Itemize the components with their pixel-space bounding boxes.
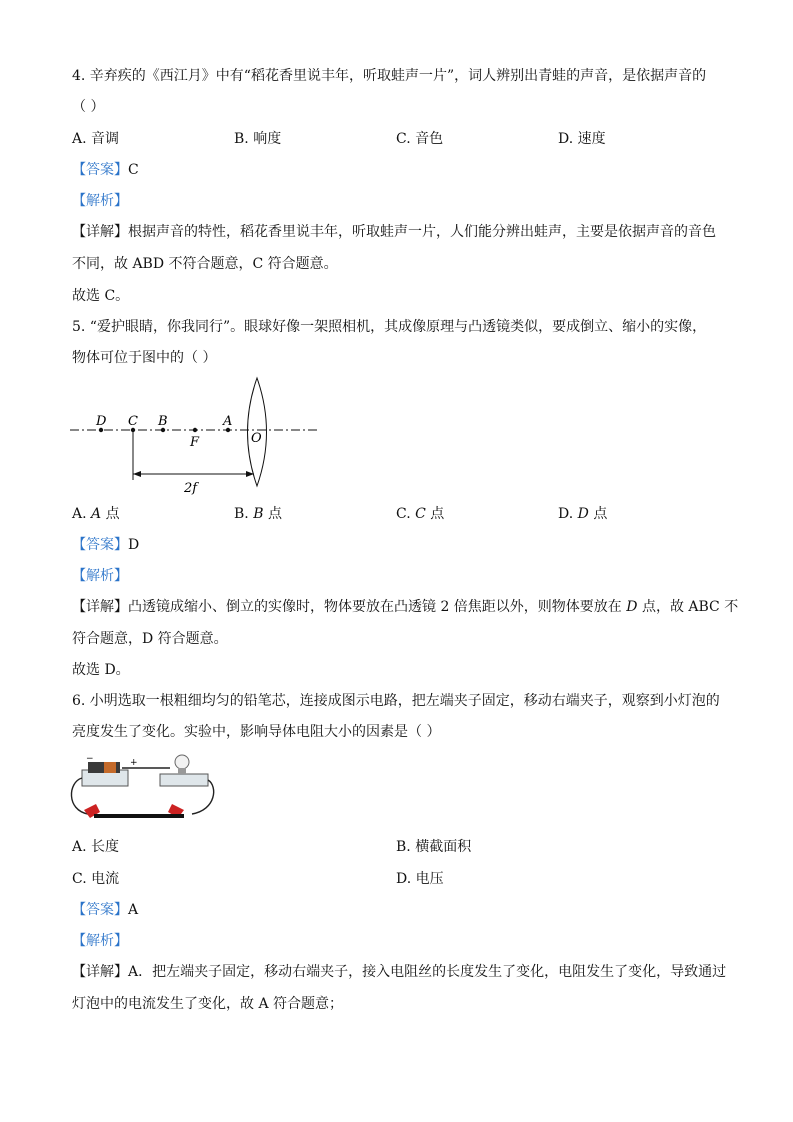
battery-plus: + (130, 758, 138, 768)
q4-analysis-tag: 【解析】 (72, 193, 128, 209)
q4-option-b: B. 响度 (234, 131, 282, 147)
arrow-left-head (133, 471, 141, 477)
bulb-socket (178, 768, 186, 774)
q6-detail-line2: 灯泡中的电流发生了变化，故 A 符合题意； (72, 996, 344, 1012)
answer-value: D (128, 537, 140, 553)
answer-value: C (128, 162, 139, 178)
q5-detail-line2: 符合题意，D 符合题意。 (72, 631, 228, 647)
q4-detail-line1 (72, 222, 716, 242)
q5-option-b: B. B 点 (234, 506, 282, 522)
q5-answer (72, 535, 139, 555)
detail-tag: 【详解】 (72, 224, 128, 240)
q5-option-a: A. A 点 (72, 506, 120, 522)
q4-answer (72, 160, 139, 180)
battery-band (104, 762, 116, 773)
q4-conclusion: 故选 C。 (72, 288, 130, 304)
battery-minus: − (86, 754, 94, 764)
q6-analysis-tag: 【解析】 (72, 933, 128, 949)
detail-text: 根据声音的特性，稻花香里说丰年，听取蛙声一片，人们能分辨出蛙声，主要是依据声音的音色 (128, 224, 716, 240)
circuit-diagram (66, 752, 216, 826)
q5-stem-line2: 物体可位于图中的（ ） (72, 350, 217, 366)
lightbulb-icon (175, 755, 189, 769)
q6-option-d: D. 电压 (396, 871, 444, 887)
label-2f: 2f (184, 481, 198, 496)
q4-option-c: C. 音色 (396, 131, 444, 147)
answer-tag: 【答案】 (72, 902, 128, 918)
q6-option-a: A. 长度 (72, 839, 120, 855)
q5-detail-line1: 【详解】凸透镜成缩小、倒立的实像时，物体要放在凸透镜 2 倍焦距以外，则物体要放在 D 点，故 ABC 不 (72, 599, 739, 615)
detail-tag: 【详解】 (72, 964, 128, 980)
lens-diagram (60, 370, 330, 500)
q6-detail-line1 (72, 962, 726, 982)
q6-option-b: B. 横截面积 (396, 839, 472, 855)
label-a: A (223, 414, 233, 429)
q6-stem-line2: 亮度发生了变化。实验中，影响导体电阻大小的因素是（ ） (72, 724, 441, 740)
q4-detail-line2: 不同，故 ABD 不符合题意，C 符合题意。 (72, 256, 338, 272)
q5-conclusion: 故选 D。 (72, 662, 130, 678)
q5-option-c: C. C 点 (396, 506, 445, 522)
answer-value: A (128, 902, 139, 918)
q5-option-d: D. D 点 (558, 506, 608, 522)
label-f: F (190, 435, 200, 450)
label-c: C (128, 414, 138, 429)
q6-option-c: C. 电流 (72, 871, 120, 887)
label-o: O (251, 431, 262, 446)
q5-analysis-tag: 【解析】 (72, 568, 128, 584)
answer-tag: 【答案】 (72, 162, 128, 178)
label-b: B (158, 414, 168, 429)
q4-stem-line1: 4. 辛弃疾的《西江月》中有“稻花香里说丰年，听取蛙声一片”，词人辨别出青蛙的声音，是依据声音的 (72, 68, 707, 84)
detail-tag: 【详解】 (72, 599, 128, 615)
label-d: D (96, 414, 107, 429)
bulb-base (160, 774, 208, 786)
q6-stem-line1: 6. 小明选取一根粗细均匀的铅笔芯，连接成图示电路，把左端夹子固定，移动右端夹子，观察到小灯泡的 (72, 693, 720, 709)
q5-stem-line1: 5. “爱护眼睛，你我同行”。眼球好像一架照相机，其成像原理与凸透镜类似，要成倒立、缩小的实像， (72, 319, 707, 335)
pencil-lead (94, 814, 184, 818)
answer-tag: 【答案】 (72, 537, 128, 553)
q6-answer (72, 900, 138, 920)
q4-stem-line2: （ ） (72, 99, 105, 115)
q4-option-a: A. 音调 (72, 131, 120, 147)
point-f (193, 428, 197, 432)
detail-text: A．把左端夹子固定，移动右端夹子，接入电阻丝的长度发生了变化，电阻发生了变化，导致通过 (128, 964, 727, 980)
q4-option-d: D. 速度 (558, 131, 606, 147)
